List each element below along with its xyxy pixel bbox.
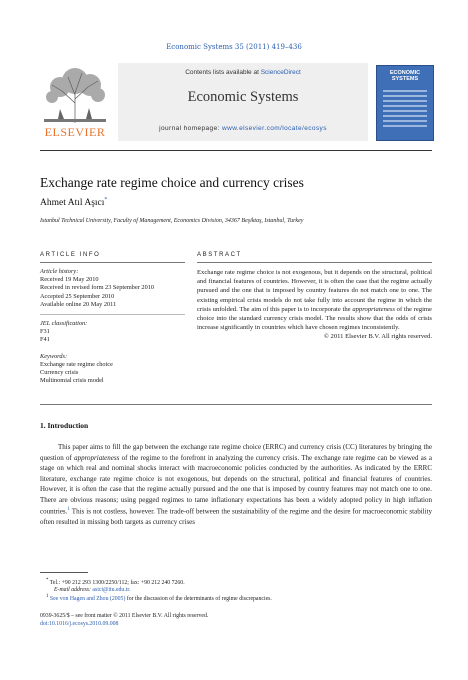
info-separator xyxy=(40,314,185,315)
abstract-bottom-rule xyxy=(40,404,432,405)
jel-code: F31 xyxy=(40,328,50,336)
author-affiliation: Istanbul Technical University, Faculty of Management, Economics Division, 34367 Beşiktaş, Istanbul, Turkey xyxy=(40,218,304,224)
article-history: Article history: Received 19 May 2010 Received in revised form 23 September 2010 Accepted 25 September 2010 Available online 20 May 2011 xyxy=(40,268,185,309)
article-info xyxy=(40,268,185,393)
page-footer xyxy=(40,612,208,628)
journal-title: Economic Systems xyxy=(187,89,299,105)
footnote-author: * Tel.: +90 212 293 1300/2250/112; fax: +90 212 240 7260. E-mail address: asici@itu.edu.tr. xyxy=(46,578,185,594)
article-info-rule xyxy=(40,262,185,263)
history-item: Available online 20 May 2011 xyxy=(40,300,117,308)
cover-title: ECONOMIC SYSTEMS xyxy=(389,70,421,82)
keywords: Keywords: Exchange rate regime choice Currency crisis Multinomial crisis model xyxy=(40,353,185,386)
abstract-body: Exchange rate regime choice is not exogenous, but it depends on the structural, political and financial features of countries. However, it is often the case that the regime actually pursued and the one that is imposed by country features do not match one to one. The existing empirical crisis models do not take fully into account the regime in which the crisis unfolded. The aim of this paper is to incorporate the appropriateness of the regime choice into the standard currency crisis model. The results show that the odds of crisis increase significantly in countries which have chosen regimes inconsistently. © 2011 Elsevier B.V. All rights reserved. xyxy=(197,269,432,341)
journal-banner xyxy=(118,63,368,141)
tree-icon xyxy=(40,63,110,125)
footnote-1: $^1$ See von Hagen and Zhou (2005) for the discussion of the determinants of regime discrepancies. xyxy=(46,594,272,602)
abstract-copyright: © 2011 Elsevier B.V. All rights reserved. xyxy=(323,333,432,341)
footnote-divider xyxy=(40,572,88,573)
introduction-paragraph: This paper aims to fill the gap between the exchange rate regime choice (ERRC) and currency crisis (CC) literatures by bringing the question of appropriateness of the regime to the forefront in analyzing the currency crisis. The exchange rate regime can be viewed as a stage on which real and nominal shocks interact with macroeconomic policies conducted by the authorities. As indicated by the ERRC literature, exchange rate regime choice is not exogenous, but depends on the structural, political and financial features of countries. However, it is often the case that the regime actually pursued and the one that is imposed by country features may not match one to one. There are obvious reasons; using pegged regimes to tame inflationary expectations has been a widely adopted policy in high inflation countries.$^1$ This is not costless, however. The trade-off between the sustainability of the regime and the desire for macroeconomic stability often resulted in missing both targets as currency crises xyxy=(40,443,432,526)
doi-link[interactable]: doi:10.1016/j.ecosys.2010.09.008 xyxy=(40,621,119,627)
elsevier-logo[interactable] xyxy=(40,63,110,141)
article-title: Exchange rate regime choice and currency crises xyxy=(40,175,304,190)
history-item: Received in revised form 23 September 2010 xyxy=(40,284,155,292)
article-author: Ahmet Atıl Aşıcı* xyxy=(40,197,108,209)
reference-link[interactable]: See von Hagen and Zhou (2005) xyxy=(48,595,126,602)
homepage-link[interactable]: www.elsevier.com/locate/ecosys xyxy=(222,125,327,132)
keyword: Exchange rate regime choice xyxy=(40,360,113,368)
jel-classification: JEL classification: F31 F41 xyxy=(40,320,185,345)
keyword: Multinomial crisis model xyxy=(40,377,104,385)
sciencedirect-link[interactable]: ScienceDirect xyxy=(260,69,301,76)
jel-code: F41 xyxy=(40,336,50,344)
keyword: Currency crisis xyxy=(40,369,79,377)
journal-reference[interactable]: Economic Systems 35 (2011) 419–436 xyxy=(166,43,302,51)
abstract-heading: ABSTRACT xyxy=(197,252,242,258)
history-item: Received 19 May 2010 xyxy=(40,276,99,284)
header-divider xyxy=(40,150,432,151)
journal-homepage: journal homepage: www.elsevier.com/locate/ecosys xyxy=(159,125,327,132)
journal-cover-thumbnail xyxy=(376,65,434,141)
section-heading-introduction: 1. Introduction xyxy=(40,421,89,430)
elsevier-wordmark: ELSEVIER xyxy=(44,125,106,139)
cover-decoration xyxy=(383,90,427,130)
issn-line: 0939-3625/$ – see front matter © 2011 Elsevier B.V. All rights reserved. xyxy=(40,613,209,619)
email-link[interactable]: asici@itu.edu.tr. xyxy=(90,587,131,594)
abstract-rule xyxy=(197,262,432,263)
contents-line: Contents lists available at ScienceDirect xyxy=(185,69,301,76)
journal-header xyxy=(40,63,432,143)
history-item: Accepted 25 September 2010 xyxy=(40,292,115,300)
article-info-heading: ARTICLE INFO xyxy=(40,252,101,258)
author-footnote-link[interactable]: * xyxy=(104,197,108,203)
footnote-link[interactable]: 1 xyxy=(67,507,70,512)
